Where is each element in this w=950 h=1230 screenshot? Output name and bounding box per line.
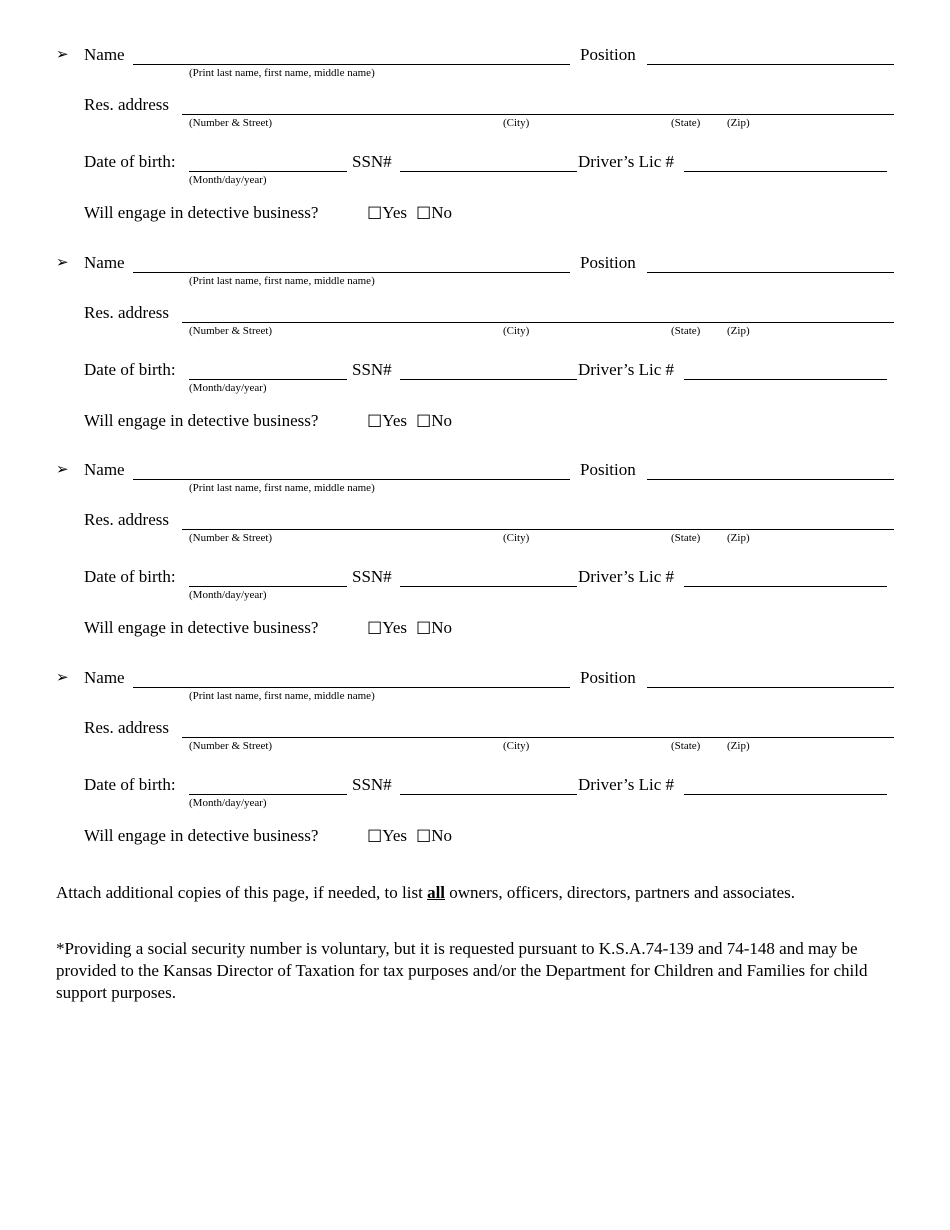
position-label: Position [580,252,636,272]
no-label: No [431,618,453,637]
name-hint: (Print last name, first name, middle name) [189,482,375,494]
position-label: Position [580,460,636,479]
name-hint: (Print last name, first name, middle name) [189,274,375,287]
drivers-lic-label: Driver’s Lic # [578,359,674,379]
name-field[interactable] [133,687,570,688]
no-checkbox-icon[interactable]: ☐ [416,411,432,431]
name-label: Name [84,45,125,64]
res-address-label: Res. address [84,510,169,529]
yes-checkbox-icon[interactable]: ☐ [367,204,383,223]
bullet-arrow-icon: ➢ [56,254,69,271]
ssn-label: SSN# [352,152,392,171]
drivers-lic-field[interactable] [684,171,887,172]
yes-label: Yes [382,618,407,637]
res-address-field[interactable] [182,322,894,323]
res-address-field[interactable] [182,114,894,115]
name-field[interactable] [133,64,570,65]
no-checkbox-icon[interactable]: ☐ [416,204,432,223]
no-option[interactable] [416,203,452,223]
res-address-field[interactable] [182,529,894,530]
name-hint: (Print last name, first name, middle name) [189,67,375,79]
ssn-field[interactable] [400,379,577,380]
dob-field[interactable] [189,171,347,172]
dob-field[interactable] [189,794,347,795]
state-hint: (State) [671,324,701,337]
no-label: No [431,825,453,845]
position-field[interactable] [647,479,894,480]
res-address-label: Res. address [84,717,169,737]
state-hint: (State) [671,532,701,544]
position-field[interactable] [647,64,894,65]
street-hint: (Number & Street) [189,532,273,544]
no-option[interactable] [416,618,452,638]
no-label: No [431,203,453,222]
position-label: Position [580,45,636,64]
no-checkbox-icon[interactable]: ☐ [416,826,432,846]
city-hint: (City) [503,324,530,337]
drivers-lic-field[interactable] [684,586,887,587]
ssn-label: SSN# [352,774,392,794]
yes-checkbox-icon[interactable]: ☐ [367,619,383,638]
dob-hint: (Month/day/year) [189,174,267,186]
name-field[interactable] [133,479,570,480]
position-field[interactable] [647,687,894,688]
dob-field[interactable] [189,379,347,380]
detective-question: Will engage in detective business? [84,410,319,430]
drivers-lic-label: Driver’s Lic # [578,567,674,586]
dob-label: Date of birth: [84,152,176,171]
zip-hint: (Zip) [727,324,750,337]
drivers-lic-label: Driver’s Lic # [578,152,674,171]
name-field[interactable] [133,272,570,273]
no-label: No [431,410,453,430]
dob-label: Date of birth: [84,567,176,586]
name-label: Name [84,460,125,479]
street-hint: (Number & Street) [189,117,273,129]
position-field[interactable] [647,272,894,273]
attach-note: Attach additional copies of this page, if needed, to list all owners, officers, directors, partners and associates. [56,883,795,902]
ssn-footnote: *Providing a social security number is voluntary, but it is requested pursuant to K.S.A.74-139 and 74-148 and may be provided to the Kansas Director of Taxation for tax purposes and/or the Department for Children and Families for child support purposes. [56,939,868,1002]
no-option[interactable] [416,826,452,846]
ssn-field[interactable] [400,586,577,587]
state-hint: (State) [671,117,701,129]
ssn-label: SSN# [352,359,392,379]
yes-label: Yes [382,825,407,845]
yes-label: Yes [382,203,407,222]
city-hint: (City) [503,739,530,752]
street-hint: (Number & Street) [189,324,273,337]
ssn-field[interactable] [400,171,577,172]
zip-hint: (Zip) [727,117,750,129]
dob-hint: (Month/day/year) [189,381,267,394]
name-label: Name [84,252,125,272]
dob-hint: (Month/day/year) [189,796,267,809]
ssn-field[interactable] [400,794,577,795]
yes-checkbox-icon[interactable]: ☐ [367,411,383,431]
yes-label: Yes [382,410,407,430]
name-hint: (Print last name, first name, middle name) [189,689,375,702]
no-checkbox-icon[interactable]: ☐ [416,619,432,638]
name-label: Name [84,667,125,687]
dob-field[interactable] [189,586,347,587]
res-address-label: Res. address [84,95,169,114]
zip-hint: (Zip) [727,739,750,752]
position-label: Position [580,667,636,687]
no-option[interactable] [416,411,452,431]
dob-label: Date of birth: [84,774,176,794]
bullet-arrow-icon: ➢ [56,462,69,478]
city-hint: (City) [503,117,530,129]
dob-label: Date of birth: [84,359,176,379]
drivers-lic-label: Driver’s Lic # [578,774,674,794]
detective-question: Will engage in detective business? [84,825,319,845]
ssn-label: SSN# [352,567,392,586]
yes-option[interactable] [367,618,407,638]
zip-hint: (Zip) [727,532,750,544]
yes-option[interactable] [367,203,407,223]
yes-option[interactable] [367,826,407,846]
drivers-lic-field[interactable] [684,794,887,795]
yes-checkbox-icon[interactable]: ☐ [367,826,383,846]
street-hint: (Number & Street) [189,739,273,752]
state-hint: (State) [671,739,701,752]
detective-question: Will engage in detective business? [84,618,319,637]
drivers-lic-field[interactable] [684,379,887,380]
res-address-label: Res. address [84,302,169,322]
city-hint: (City) [503,532,530,544]
bullet-arrow-icon: ➢ [56,47,69,63]
res-address-field[interactable] [182,737,894,738]
yes-option[interactable] [367,411,407,431]
dob-hint: (Month/day/year) [189,589,267,601]
detective-question: Will engage in detective business? [84,203,319,222]
bullet-arrow-icon: ➢ [56,669,69,686]
